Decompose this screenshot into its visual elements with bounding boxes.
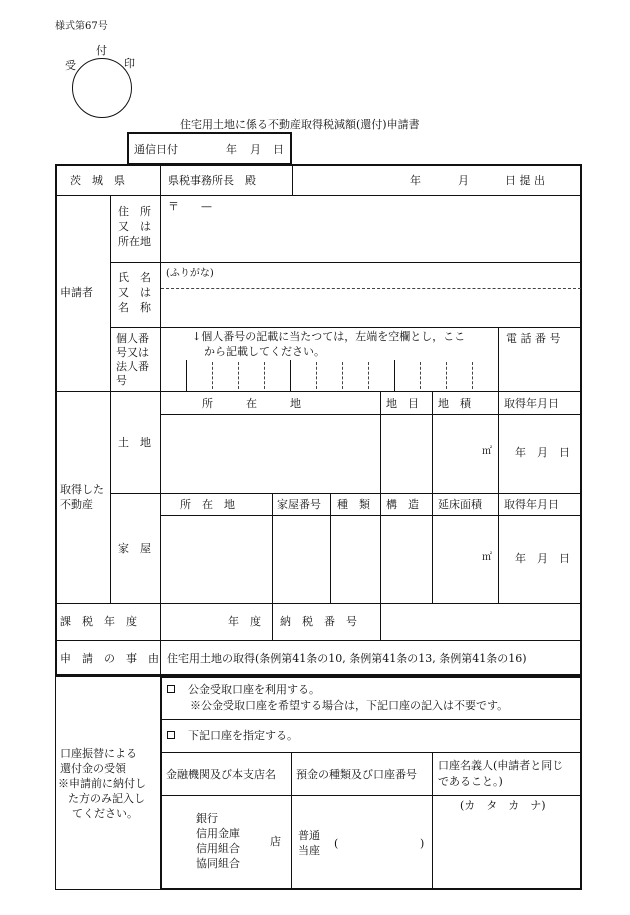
number-label-4: 号 bbox=[116, 374, 127, 387]
reason-value: 住宅用土地の取得(条例第41条の10, 条例第41条の13, 条例第41条の16) bbox=[167, 652, 527, 665]
stamp-char-in: 印 bbox=[124, 57, 135, 70]
house-header-number: 家屋番号 bbox=[277, 498, 321, 511]
bank-type-shinkumi: 信用組合 bbox=[196, 842, 240, 855]
number-note-line1: ↓個人番号の記載に当たつては，左端を空欄とし，ここ bbox=[192, 330, 466, 343]
page-title: 住宅用土地に係る不動産取得税減額(還付)申請書 bbox=[180, 118, 420, 131]
house-header-date: 取得年月日 bbox=[504, 498, 559, 511]
house-area-unit: ㎡ bbox=[482, 552, 492, 563]
house-header-structure: 構 造 bbox=[386, 498, 419, 511]
address-label-1: 住 所 bbox=[118, 205, 151, 218]
addressee: 県税事務所長 殿 bbox=[168, 174, 256, 187]
account-number-paren-open: ( bbox=[334, 837, 339, 850]
col-bank-header: 金融機関及び本支店名 bbox=[166, 768, 276, 781]
refund-label-4: た方のみ記入し bbox=[68, 792, 145, 805]
form-number: 様式第67号 bbox=[55, 21, 108, 32]
applicant-section-label: 申請者 bbox=[60, 286, 93, 299]
refund-label-1: 口座振替による bbox=[60, 747, 137, 760]
phone-label: 電 話 番 号 bbox=[506, 332, 561, 345]
communication-date-label: 通信日付 bbox=[134, 143, 178, 156]
house-header-type: 種 類 bbox=[337, 498, 370, 511]
option2-label: 下記口座を指定する。 bbox=[188, 729, 298, 742]
col-account-header: 預金の種類及び口座番号 bbox=[296, 768, 417, 781]
land-date-field[interactable]: 年 月 日 bbox=[515, 446, 570, 459]
house-header-floor-area: 延床面積 bbox=[438, 498, 482, 511]
name-label-1: 氏 名 bbox=[118, 271, 151, 284]
land-area-unit: ㎡ bbox=[482, 446, 492, 457]
submit-month: 月 bbox=[458, 174, 469, 187]
col-holder-header-1: 口座名義人(申請者と同じ bbox=[438, 759, 564, 772]
address-label-2: 又 は bbox=[118, 220, 151, 233]
bank-type-shinkin: 信用金庫 bbox=[196, 827, 240, 840]
tax-year-label: 課 税 年 度 bbox=[60, 615, 137, 628]
option1-checkbox[interactable] bbox=[167, 685, 175, 693]
house-label: 家 屋 bbox=[118, 542, 151, 555]
number-note-line2: から記載してください。 bbox=[204, 345, 325, 358]
option1-label: 公金受取口座を利用する。 bbox=[188, 683, 320, 696]
account-type-futsu: 普通 bbox=[298, 829, 320, 842]
col-holder-header-2: であること。) bbox=[438, 775, 503, 788]
property-label-1: 取得した bbox=[60, 483, 104, 496]
land-label: 土 地 bbox=[118, 436, 151, 449]
communication-year: 年 bbox=[226, 143, 237, 156]
house-date-field[interactable]: 年 月 日 bbox=[515, 552, 570, 565]
property-label-2: 不動産 bbox=[60, 498, 93, 511]
land-header-category: 地 目 bbox=[386, 397, 419, 410]
reason-label: 申 請 の 事 由 bbox=[60, 652, 159, 665]
name-label-3: 名 称 bbox=[118, 301, 151, 314]
stamp-char-uke: 受 bbox=[65, 59, 76, 72]
branch-label: 店 bbox=[270, 835, 281, 848]
option2-checkbox[interactable] bbox=[167, 731, 175, 739]
postal-code-field[interactable]: 〒 — bbox=[168, 200, 212, 213]
bank-type-kyodo: 協同組合 bbox=[196, 857, 240, 870]
furigana-field[interactable]: (ふりがな) bbox=[166, 268, 214, 279]
land-header-location: 所 在 地 bbox=[202, 397, 301, 410]
number-label-1: 個人番 bbox=[116, 332, 149, 345]
address-label-3: 所在地 bbox=[118, 235, 151, 248]
option1-note: ※公金受取口座を希望する場合は，下記口座の記入は不要です。 bbox=[190, 699, 509, 712]
communication-day: 日 bbox=[273, 143, 284, 156]
house-header-location: 所 在 地 bbox=[180, 498, 235, 511]
submit-year: 年 bbox=[410, 174, 421, 187]
account-number-paren-close: ) bbox=[420, 837, 425, 850]
bank-type-bank: 銀行 bbox=[196, 812, 218, 825]
refund-label-5: てください。 bbox=[72, 807, 138, 820]
land-header-date: 取得年月日 bbox=[504, 397, 559, 410]
communication-month: 月 bbox=[250, 143, 261, 156]
prefecture: 茨 城 県 bbox=[70, 174, 125, 187]
land-header-area: 地 積 bbox=[438, 397, 471, 410]
reception-stamp-circle bbox=[72, 58, 132, 118]
tax-year-field[interactable]: 年 度 bbox=[228, 615, 261, 628]
number-label-2: 号又は bbox=[116, 346, 149, 359]
stamp-char-tsuke: 付 bbox=[96, 44, 107, 57]
refund-label-3: ※申請前に納付し bbox=[58, 777, 146, 790]
tax-number-label: 納 税 番 号 bbox=[280, 615, 357, 628]
name-label-2: 又 は bbox=[118, 286, 151, 299]
account-type-toza: 当座 bbox=[298, 844, 320, 857]
number-label-3: 法人番 bbox=[116, 360, 149, 373]
submit-day: 日 提 出 bbox=[505, 174, 545, 187]
katakana-note: (カ タ カ ナ) bbox=[460, 799, 546, 812]
refund-label-2: 還付金の受領 bbox=[60, 762, 126, 775]
